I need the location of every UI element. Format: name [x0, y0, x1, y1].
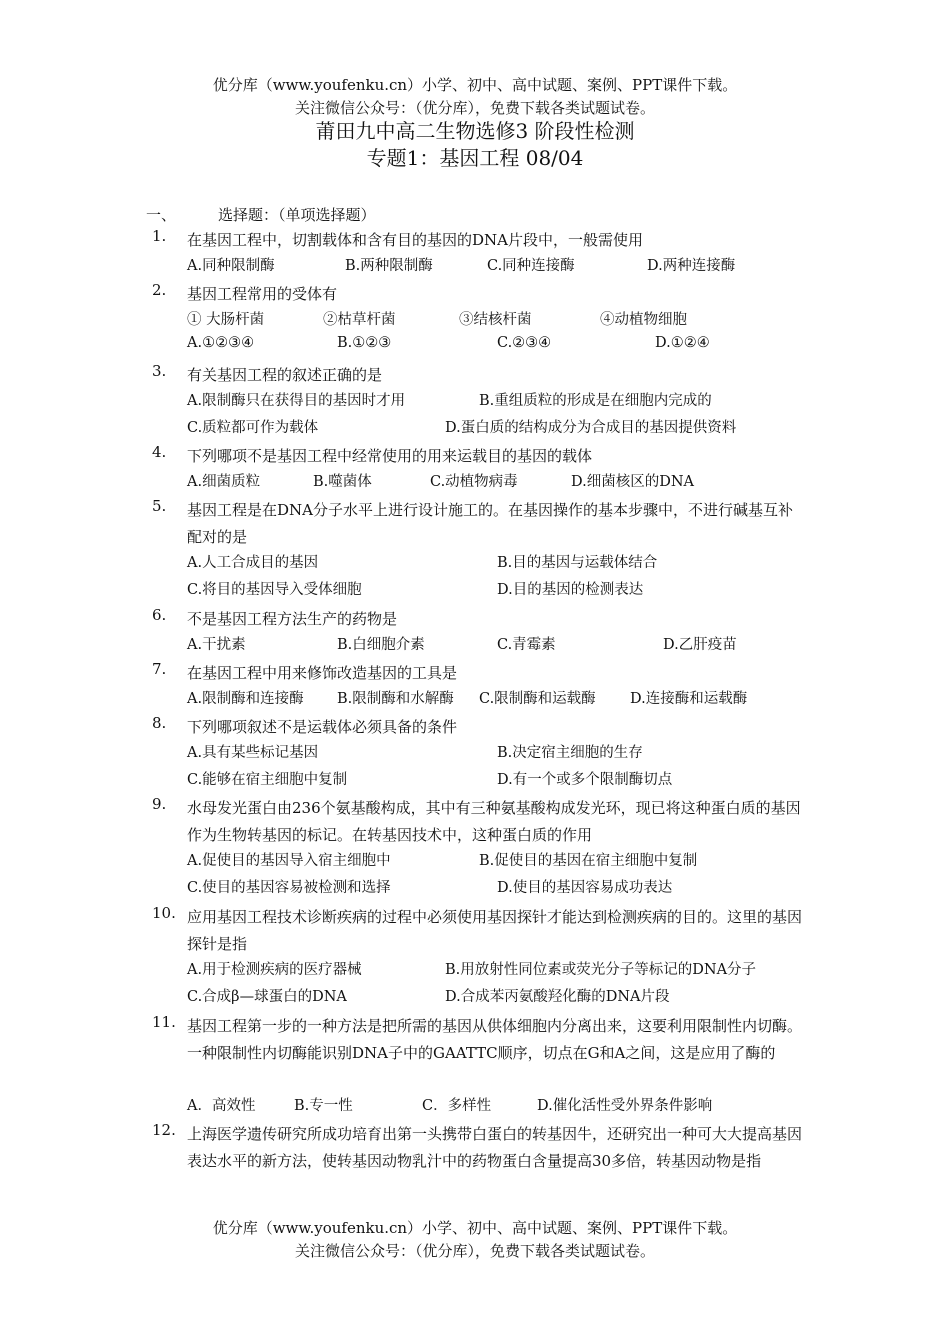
option-c: C.使目的基因容易被检测和选择: [187, 880, 391, 896]
question-text: 应用基因工程技术诊断疾病的过程中必须使用基因探针才能达到检测疾病的目的。这里的基因探针是指: [187, 908, 803, 953]
question-text: 上海医学遗传研究所成功培育出第一头携带白蛋白的转基因牛，还研究出一种可大大提高基因表达水平的新方法，使转基因动物乳汁中的药物蛋白含量提高30多倍，转基因动物是指: [187, 1125, 803, 1170]
option-c: C.②③④: [497, 335, 552, 351]
option-a: A．高效性: [187, 1098, 256, 1114]
item-4: ④动植物细胞: [600, 312, 687, 328]
section-heading: [146, 204, 376, 226]
option-b: B.促使目的基因在宿主细胞中复制: [479, 853, 698, 869]
section-number: 一、: [146, 206, 177, 224]
document-title: 莆田九中高二生物选修3 阶段性检测: [315, 119, 635, 143]
option-b: B.用放射性同位素或荧光分子等标记的DNA分子: [445, 962, 757, 978]
option-b: B.限制酶和水解酶: [337, 691, 454, 707]
option-a: A.限制酶只在获得目的基因时才用: [187, 393, 406, 409]
question-text: 下列哪项不是基因工程中经常使用的用来运载目的基因的载体: [187, 447, 593, 465]
item-2: ②枯草杆菌: [323, 312, 396, 328]
section-label: 选择题：（单项选择题）: [218, 206, 376, 224]
option-c: C.质粒都可作为载体: [187, 420, 319, 436]
question-text: 不是基因工程方法生产的药物是: [187, 610, 398, 628]
question-text: 在基因工程中，切割载体和含有目的基因的DNA片段中，一般需使用: [187, 231, 643, 249]
option-d: D.①②④: [655, 335, 710, 351]
question-text: 基因工程第一步的一种方法是把所需的基因从供体细胞内分离出来，这要利用限制性内切酶。一种限制性内切酶能识别DNA子中的GAATTC顺序，切点在G和A之间，这是应用了酶的: [187, 1017, 803, 1062]
question-number: 4.: [152, 443, 167, 461]
option-d: D.连接酶和运载酶: [630, 691, 748, 707]
question-text: 基因工程是在DNA分子水平上进行设计施工的。在基因操作的基本步骤中，不进行碱基互补配对的是: [187, 501, 793, 546]
option-d: D.蛋白质的结构成分为合成目的基因提供资料: [445, 420, 737, 436]
question-number: 8.: [152, 714, 167, 732]
question-text: 在基因工程中用来修饰改造基因的工具是: [187, 664, 458, 682]
question-text: 水母发光蛋白由236个氨基酸构成，其中有三种氨基酸构成发光环，现已将这种蛋白质的基因作为生物转基因的标记。在转基因技术中，这种蛋白质的作用: [187, 799, 801, 844]
option-b: B.专一性: [294, 1098, 353, 1114]
option-c: C．多样性: [422, 1098, 492, 1114]
option-a: A.人工合成目的基因: [187, 555, 319, 571]
option-b: B.目的基因与运载体结合: [497, 555, 658, 571]
question-number: 7.: [152, 660, 167, 678]
option-a: A.①②③④: [187, 335, 255, 351]
header-line-1: 优分库（www.youfenku.cn）小学、初中、高中试题、案例、PPT课件下载。: [212, 76, 738, 94]
footer-line-2: 关注微信公众号：（优分库），免费下载各类试题试卷。: [294, 1242, 655, 1260]
footer-line-1: 优分库（www.youfenku.cn）小学、初中、高中试题、案例、PPT课件下载。: [212, 1219, 738, 1237]
question-number: 10.: [152, 904, 176, 922]
option-a: A.促使目的基因导入宿主细胞中: [187, 853, 391, 869]
option-c: C.限制酶和运载酶: [479, 691, 596, 707]
option-b: B.重组质粒的形成是在细胞内完成的: [479, 393, 712, 409]
item-3: ③结核杆菌: [459, 312, 532, 328]
option-b: B.两种限制酶: [345, 258, 433, 274]
header-line-2: 关注微信公众号：（优分库），免费下载各类试题试卷。: [294, 99, 655, 117]
option-a: A.细菌质粒: [187, 474, 261, 490]
question-number: 12.: [152, 1121, 176, 1139]
option-a: A.用于检测疾病的医疗器械: [187, 962, 362, 978]
option-d: D.合成苯丙氨酸羟化酶的DNA片段: [445, 989, 670, 1005]
option-c: C.同种连接酶: [487, 258, 575, 274]
option-d: D.目的基因的检测表达: [497, 582, 644, 598]
document-subtitle: 专题1：基因工程 08/04: [366, 146, 584, 170]
option-d: D.催化活性受外界条件影响: [537, 1098, 713, 1114]
question-text: 下列哪项叙述不是运载体必须具备的条件: [187, 718, 458, 736]
item-1: ① 大肠杆菌: [187, 312, 265, 328]
question-number: 1.: [152, 227, 167, 245]
option-d: D.两种连接酶: [647, 258, 736, 274]
question-number: 2.: [152, 281, 167, 299]
question-number: 5.: [152, 497, 167, 515]
question-number: 6.: [152, 606, 167, 624]
option-c: C.合成β—球蛋白的DNA: [187, 989, 347, 1005]
option-d: D.使目的基因容易成功表达: [497, 880, 673, 896]
option-b: B.噬菌体: [313, 474, 372, 490]
option-b: B.白细胞介素: [337, 637, 425, 653]
option-c: C.将目的基因导入受体细胞: [187, 582, 362, 598]
question-text: 有关基因工程的叙述正确的是: [187, 366, 383, 384]
question-text: 基因工程常用的受体有: [187, 285, 338, 303]
option-c: C.青霉素: [497, 637, 556, 653]
option-c: C.能够在宿主细胞中复制: [187, 772, 348, 788]
option-b: B.决定宿主细胞的生存: [497, 745, 643, 761]
option-d: D.乙肝疫苗: [663, 637, 737, 653]
option-d: D.细菌核区的DNA: [571, 474, 695, 490]
option-c: C.动植物病毒: [430, 474, 518, 490]
question-number: 3.: [152, 362, 167, 380]
question-number: 11.: [152, 1013, 176, 1031]
option-b: B.①②③: [337, 335, 392, 351]
question-number: 9.: [152, 795, 167, 813]
option-a: A.具有某些标记基因: [187, 745, 319, 761]
option-d: D.有一个或多个限制酶切点: [497, 772, 673, 788]
option-a: A.同种限制酶: [187, 258, 275, 274]
option-a: A.干扰素: [187, 637, 246, 653]
option-a: A.限制酶和连接酶: [187, 691, 304, 707]
